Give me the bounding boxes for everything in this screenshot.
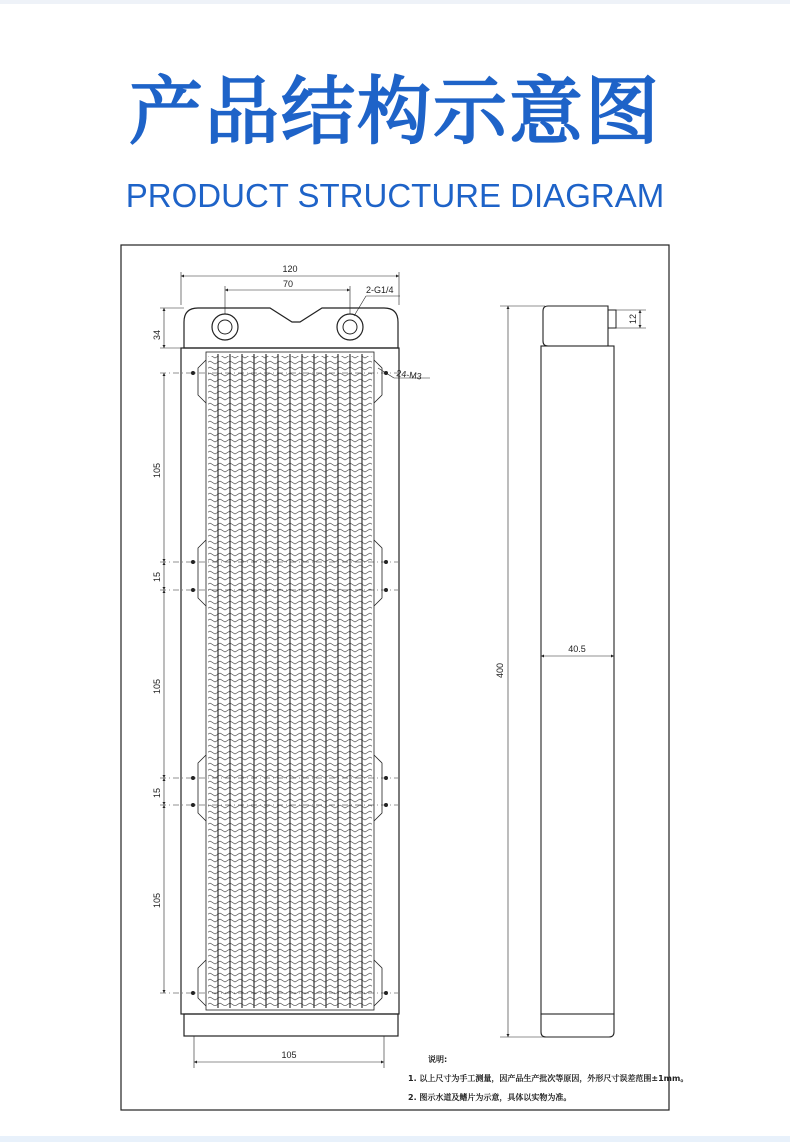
label-total-length: 400 xyxy=(495,662,505,678)
port-right-icon xyxy=(337,314,363,340)
side-body xyxy=(541,346,614,1014)
label-top-height: 34 xyxy=(152,329,162,340)
label-screws: 24-M3 xyxy=(395,368,423,382)
label-section-1: 105 xyxy=(152,462,162,478)
label-section-3: 105 xyxy=(152,892,162,908)
top-tank xyxy=(184,308,398,348)
page-title: 产品结构示意图 xyxy=(129,69,661,155)
port-left-icon xyxy=(212,314,238,340)
label-gap-2: 15 xyxy=(152,787,162,798)
notes-line-1: 1. 以上尺寸为手工测量，因产品生产批次等原因，外形尺寸误差范围±1mm。 xyxy=(408,1074,689,1083)
dim-port-spacing xyxy=(225,286,350,314)
label-overall-width: 120 xyxy=(282,264,298,274)
label-gap-1: 15 xyxy=(152,571,162,582)
label-cap-height: 12 xyxy=(628,313,638,324)
side-view xyxy=(541,306,616,1037)
notes-heading: 说明: xyxy=(428,1055,448,1064)
label-ports: 2-G1/4 xyxy=(366,285,394,295)
leader-ports xyxy=(354,296,366,316)
leader-screws xyxy=(378,368,394,378)
label-bottom-width: 105 xyxy=(281,1050,297,1060)
side-port xyxy=(608,310,616,328)
page-subtitle: PRODUCT STRUCTURE DIAGRAM xyxy=(125,177,665,214)
drawing-frame xyxy=(121,245,669,1110)
bottom-tank xyxy=(184,1014,398,1036)
label-port-spacing: 70 xyxy=(282,279,294,289)
front-view xyxy=(181,308,399,1036)
bottom-strip xyxy=(0,1136,790,1142)
side-bottom-cap xyxy=(541,1014,614,1037)
label-section-2: 105 xyxy=(152,678,162,694)
label-thickness: 40.5 xyxy=(568,644,586,654)
dim-left-chain xyxy=(160,308,184,993)
side-cap xyxy=(543,306,608,346)
dim-total-length xyxy=(500,306,545,1037)
notes-line-2: 2. 图示水道及鳍片为示意，具体以实物为准。 xyxy=(408,1093,572,1102)
